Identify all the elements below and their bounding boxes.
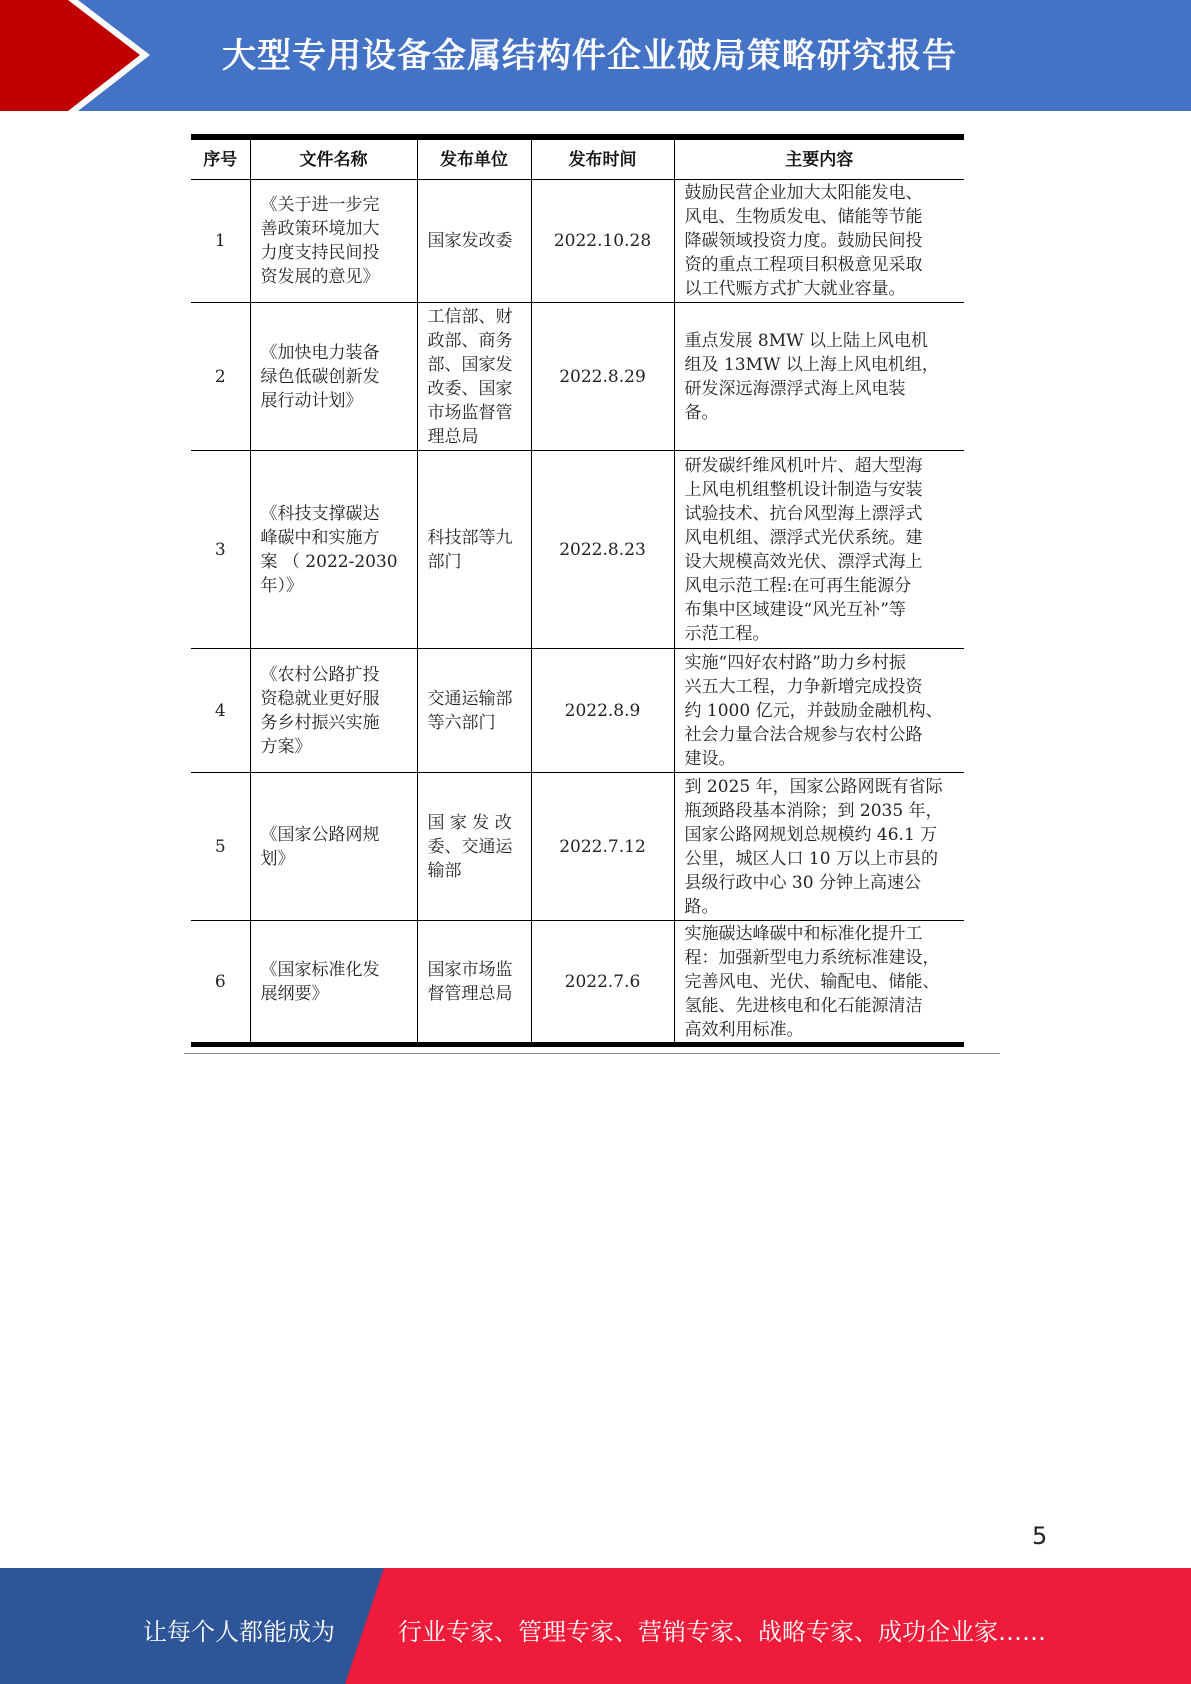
issuing-unit: 科技部等九 部门 — [427, 527, 513, 572]
row-index: 2 — [191, 303, 250, 451]
footer-banner — [0, 1568, 1191, 1684]
table-row — [191, 303, 964, 451]
issuing-unit: 交通运输部 等六部门 — [427, 688, 513, 733]
table-row — [191, 180, 964, 303]
column-header-name: 文件名称 — [250, 137, 417, 180]
release-date: 2022.10.28 — [531, 180, 674, 303]
document-name: 《关于进一步完 善政策环境加大 力度支持民间投 资发展的意见》 — [260, 195, 380, 287]
column-header-index: 序号 — [191, 137, 250, 180]
row-index: 1 — [191, 180, 250, 303]
column-header-date: 发布时间 — [531, 137, 674, 180]
row-index: 4 — [191, 649, 250, 773]
row-index: 5 — [191, 773, 250, 921]
main-content: 实施碳达峰碳中和标准化提升工 程：加强新型电力系统标准建设， 完善风电、光伏、输配电、储能、 氢能、先进核电和化石能源清洁 高效利用标准。 — [684, 923, 940, 1040]
release-date: 2022.7.6 — [531, 921, 674, 1045]
release-date: 2022.8.29 — [531, 303, 674, 451]
main-content: 重点发展 8MW 以上陆上风电机 组及 13MW 以上海上风电机组， 研发深远海漂浮式海上风电装 备。 — [684, 330, 939, 423]
policy-table — [191, 134, 964, 1047]
document-name: 《科技支撑碳达 峰碳中和实施方 案 （ 2022-2030 年）》 — [260, 503, 398, 596]
table-header-row — [191, 137, 964, 180]
document-name: 《国家标准化发 展纲要》 — [260, 959, 380, 1004]
table-row — [191, 451, 964, 649]
main-content: 鼓励民营企业加大太阳能发电、 风电、生物质发电、储能等节能 降碳领域投资力度。鼓励民间投 资的重点工程项目积极意见采取 以工代赈方式扩大就业容量。 — [684, 183, 923, 299]
main-content: 到 2025 年，国家公路网既有省际 瓶颈路段基本消除；到 2035 年， 国家公路网规划总规模约 46.1 万 公里，城区人口 10 万以上市县的 县级行政中心 30 分钟上高速公 路。 — [684, 776, 943, 917]
header-banner — [0, 0, 1191, 111]
main-content: 研发碳纤维风机叶片、超大型海 上风电机组整机设计制造与安装 试验技术、抗台风型海上漂浮式 风电机组、漂浮式光伏系统。建 设大规模高效光伏、漂浮式海上 风电示范工程:在可再生能源分 布集中区域建设“风光互补”等 示范工程。 — [684, 455, 923, 644]
footer-slogan-right: 行业专家、管理专家、营销专家、战略专家、成功企业家…… — [398, 1618, 1046, 1646]
policy-table-container — [191, 134, 964, 1047]
release-date: 2022.8.9 — [531, 649, 674, 773]
column-header-content: 主要内容 — [674, 137, 964, 180]
release-date: 2022.8.23 — [531, 451, 674, 649]
document-name: 《加快电力装备 绿色低碳创新发 展行动计划》 — [260, 342, 380, 411]
issuing-unit: 国 家 发 改 委、交通运 输部 — [427, 812, 513, 881]
document-name: 《农村公路扩投 资稳就业更好服 务乡村振兴实施 方案》 — [260, 664, 380, 757]
document-name: 《国家公路网规 划》 — [260, 824, 380, 869]
main-content: 实施“四好农村路”助力乡村振 兴五大工程，力争新增完成投资 约 1000 亿元，并鼓励金融机构、 社会力量合法合规参与农村公路 建设。 — [684, 652, 943, 769]
column-header-unit: 发布单位 — [417, 137, 531, 180]
red-chevron-icon — [0, 0, 160, 111]
issuing-unit: 国家发改委 — [427, 231, 513, 251]
footer-slogan-left: 让每个人都能成为 — [143, 1618, 335, 1646]
issuing-unit: 国家市场监 督管理总局 — [427, 959, 513, 1004]
row-index: 3 — [191, 451, 250, 649]
table-underline-divider — [184, 1053, 1000, 1054]
issuing-unit: 工信部、财 政部、商务 部、国家发 改委、国家 市场监督管 理总局 — [427, 306, 513, 447]
row-index: 6 — [191, 921, 250, 1045]
table-row — [191, 649, 964, 773]
table-row — [191, 921, 964, 1045]
table-row — [191, 773, 964, 921]
release-date: 2022.7.12 — [531, 773, 674, 921]
report-title: 大型专用设备金属结构件企业破局策略研究报告 — [222, 36, 957, 76]
page-number: 5 — [1032, 1522, 1048, 1550]
